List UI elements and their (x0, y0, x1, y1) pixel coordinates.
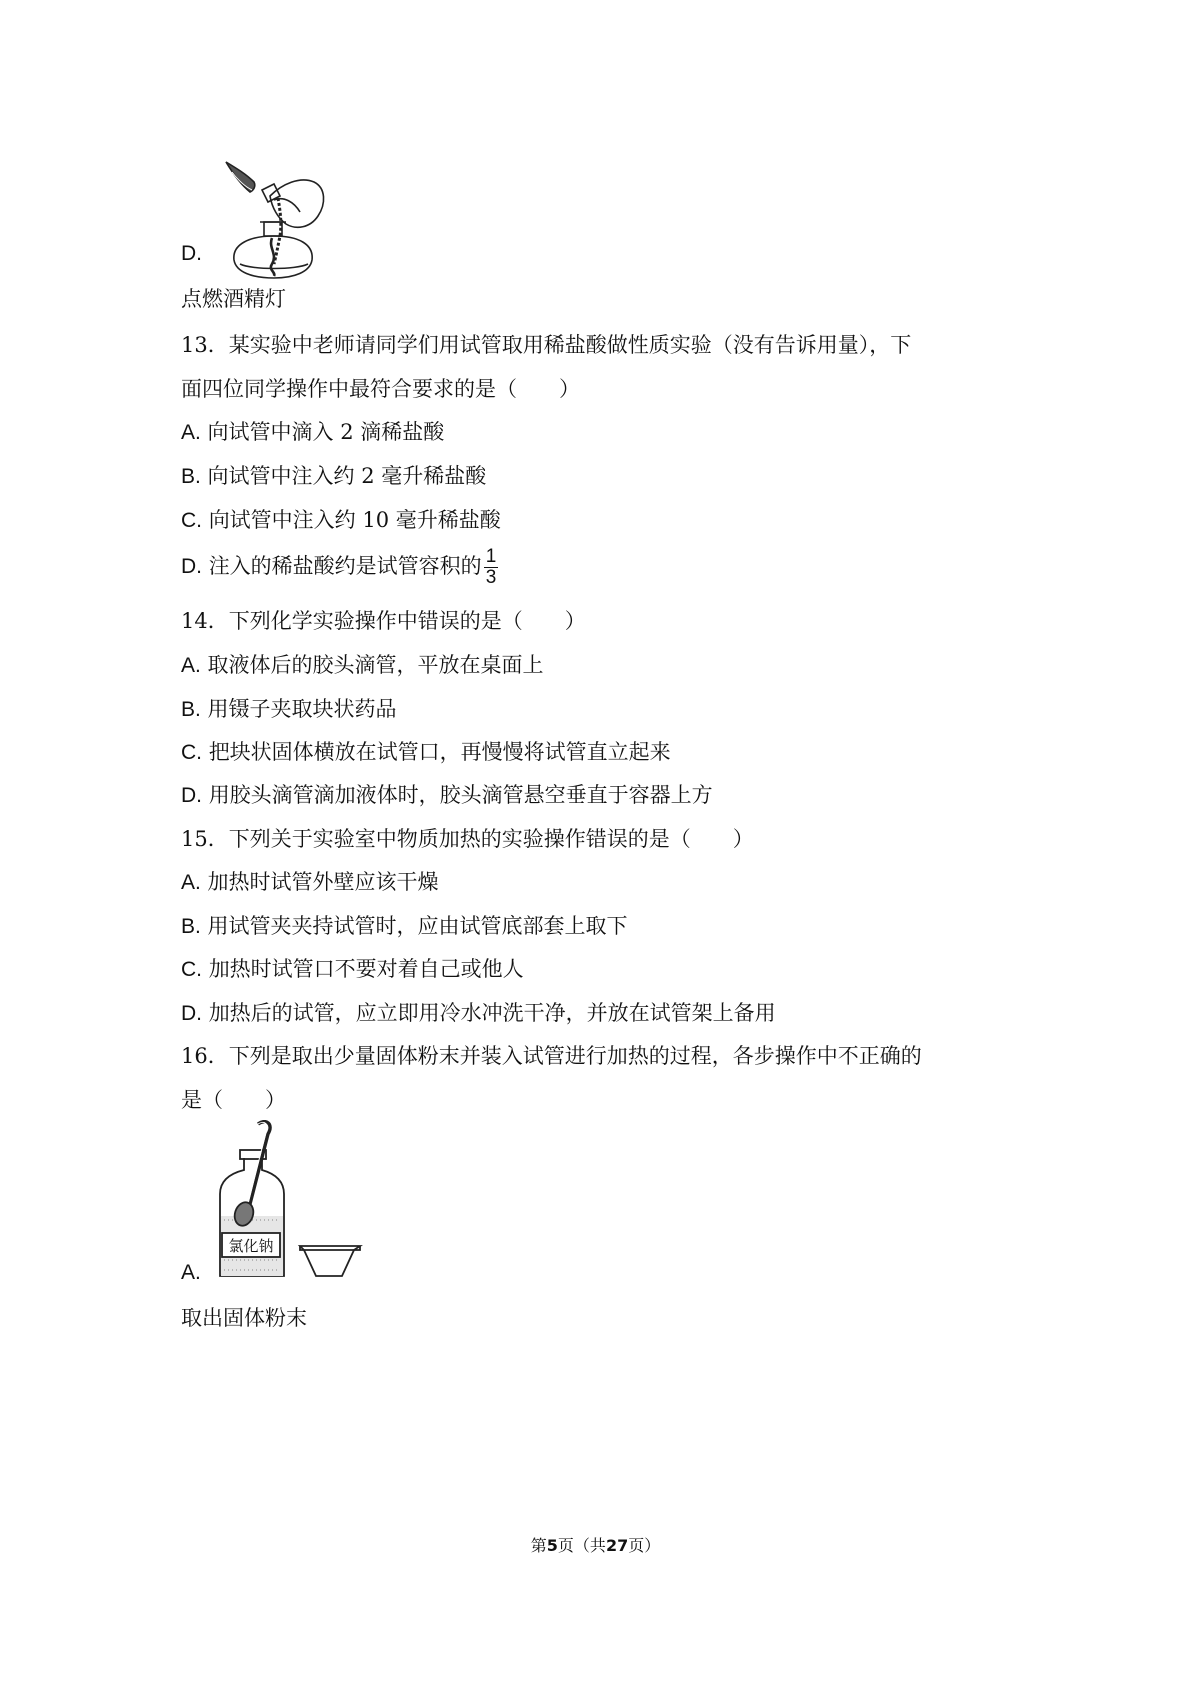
option-text: 加热时试管口不要对着自己或他人 (208, 957, 524, 981)
footer-prefix: 第 (530, 1536, 547, 1555)
option-label: C. (181, 509, 202, 532)
option-label: C. (181, 741, 202, 764)
option-text: 向试管中注入约 10 毫升稀盐酸 (208, 508, 501, 532)
fraction-denominator: 3 (485, 567, 497, 588)
fraction-numerator: 1 (485, 546, 497, 567)
q16-stem-line2: 是（ ） (181, 1088, 286, 1112)
q16-stem-line1: 16．下列是取出少量固体粉末并装入试管进行加热的过程，各步操作中不正确的 (181, 1044, 922, 1068)
q15-stem: 15．下列关于实验室中物质加热的实验操作错误的是（ ） (181, 827, 754, 851)
q12-option-d-label (181, 238, 202, 269)
option-label: A. (181, 421, 201, 444)
q16-option-a-label (181, 1257, 201, 1288)
fraction-one-third (484, 547, 499, 588)
q15-option-d (181, 998, 776, 1029)
option-label: D. (181, 242, 202, 265)
option-label: D. (181, 1002, 202, 1025)
q15-option-b (181, 911, 628, 942)
bottle-label: 氯化钠 (228, 1237, 274, 1255)
q15-option-a (181, 867, 439, 898)
q14-option-c (181, 737, 671, 768)
option-text: 加热时试管外壁应该干燥 (207, 870, 439, 894)
option-label: C. (181, 958, 202, 981)
reagent-bottle-figure (214, 1120, 364, 1282)
option-label: A. (181, 871, 201, 894)
option-text: 取液体后的胶头滴管，平放在桌面上 (207, 653, 544, 677)
q15-option-c (181, 954, 524, 985)
option-label: D. (181, 555, 202, 578)
footer-middle: 页（共 (557, 1536, 606, 1555)
q14-option-d (181, 780, 713, 811)
q13-option-d (181, 547, 498, 588)
option-text: 用胶头滴管滴加液体时，胶头滴管悬空垂直于容器上方 (208, 783, 713, 807)
option-text: 向试管中滴入 2 滴稀盐酸 (207, 420, 445, 444)
option-text: 加热后的试管，应立即用冷水冲洗干净，并放在试管架上备用 (208, 1001, 776, 1025)
reagent-bottle-with-spoon-illustration (214, 1120, 364, 1282)
q13-option-c (181, 505, 501, 536)
option-text: 把块状固体横放在试管口，再慢慢将试管直立起来 (208, 740, 671, 764)
page-footer (0, 1533, 1191, 1556)
q14-option-b (181, 694, 397, 725)
option-label: D. (181, 784, 202, 807)
option-label: B. (181, 698, 201, 721)
q13-option-b (181, 461, 486, 492)
alcohol-lamp-figure (222, 160, 332, 292)
option-label: B. (181, 465, 201, 488)
q16-option-a-caption: 取出固体粉末 (181, 1306, 307, 1330)
q12-option-d-caption: 点燃酒精灯 (181, 287, 286, 311)
option-text: 注入的稀盐酸约是试管容积的 (208, 554, 482, 578)
option-label: A. (181, 1261, 201, 1284)
lighting-alcohol-lamp-illustration (222, 160, 332, 292)
option-label: A. (181, 654, 201, 677)
q13-stem-line1: 13．某实验中老师请同学们用试管取用稀盐酸做性质实验（没有告诉用量），下 (181, 333, 912, 357)
q14-stem: 14．下列化学实验操作中错误的是（ ） (181, 609, 586, 633)
q13-stem-line2: 面四位同学操作中最符合要求的是（ ） (181, 377, 580, 401)
footer-page-number: 5 (546, 1536, 558, 1555)
option-text: 向试管中注入约 2 毫升稀盐酸 (207, 464, 487, 488)
option-label: B. (181, 915, 201, 938)
option-text: 用试管夹夹持试管时，应由试管底部套上取下 (207, 914, 628, 938)
q14-option-a (181, 650, 544, 681)
q13-option-a (181, 417, 444, 448)
footer-total-pages: 27 (605, 1536, 629, 1555)
footer-suffix: 页） (628, 1536, 661, 1555)
option-text: 用镊子夹取块状药品 (207, 697, 397, 721)
